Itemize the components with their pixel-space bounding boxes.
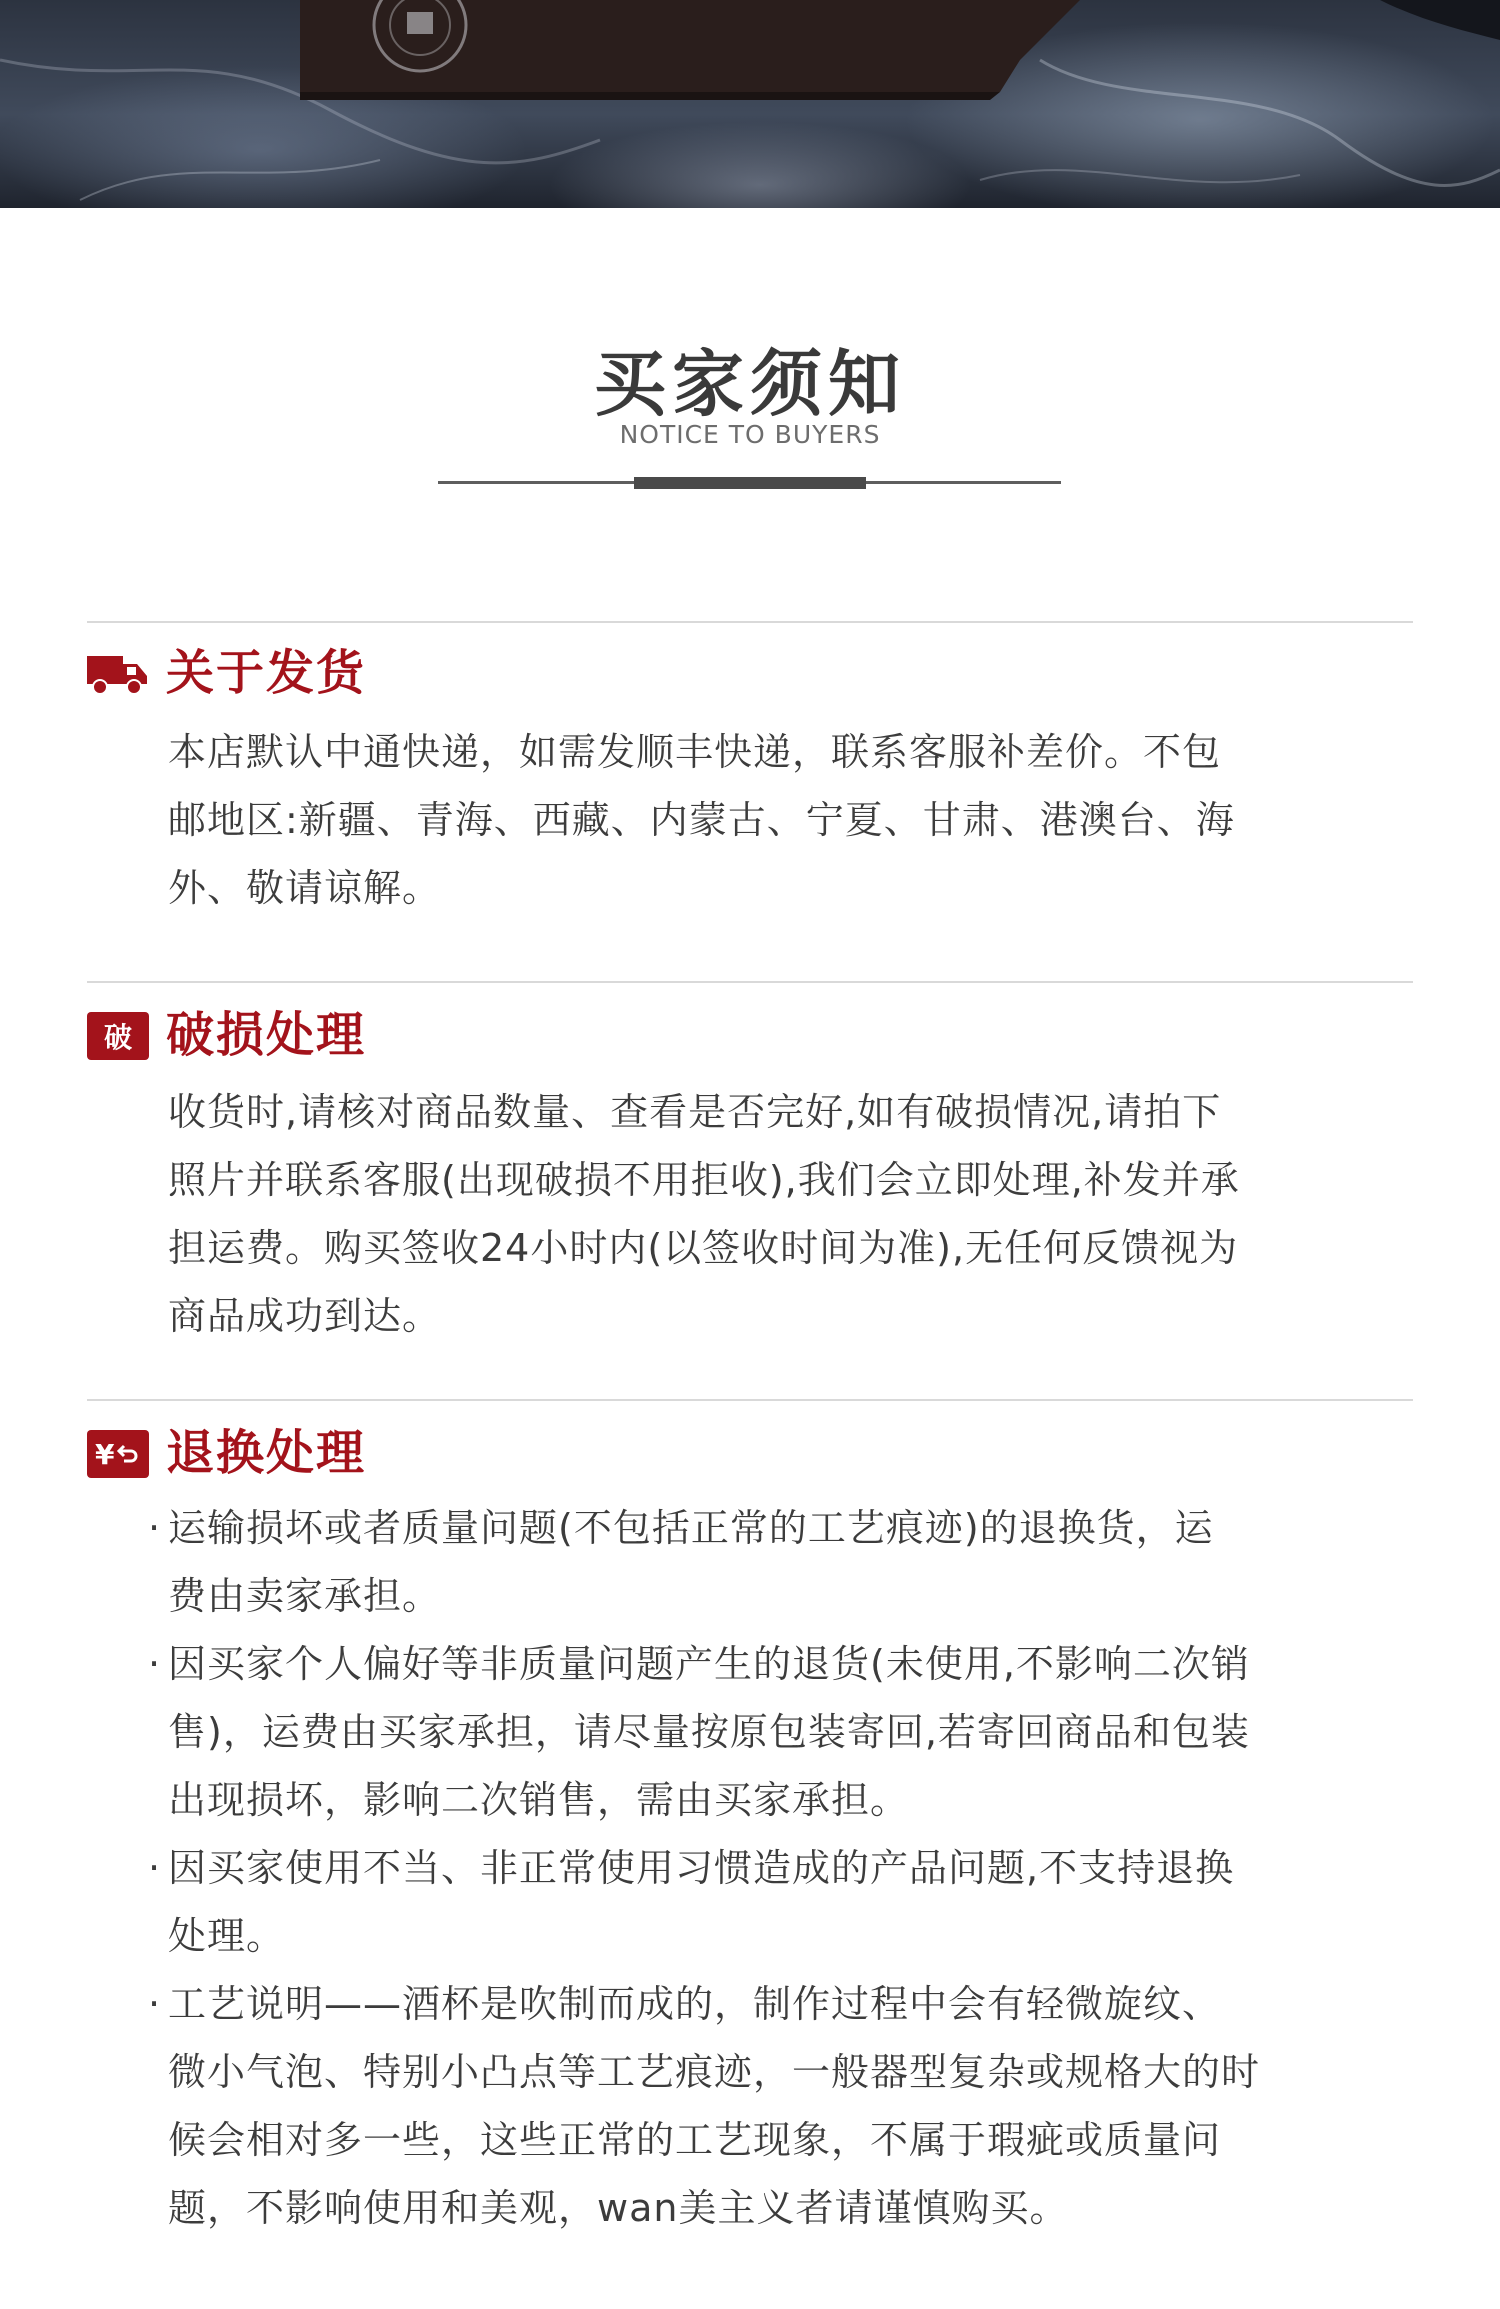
text-line: 题，不影响使用和美观，wan美主义者请谨慎购买。 (168, 2186, 1069, 2230)
text-line: 出现损坏，影响二次销售，需由买家承担。 (168, 1778, 910, 1822)
text-line: 候会相对多一些，这些正常的工艺现象，不属于瑕疵或质量问 (168, 2118, 1222, 2162)
bullet-dot: · (148, 1982, 162, 2026)
section-divider (87, 981, 1413, 983)
list-item (148, 1630, 1432, 1834)
bullet-dot: · (148, 1642, 162, 1686)
text-line: 照片并联系客服(出现破损不用拒收),我们会立即处理,补发并承 (168, 1158, 1240, 1202)
section-divider (87, 1399, 1413, 1401)
yen-symbol: ¥ (95, 1437, 115, 1471)
broken-badge-icon (87, 1012, 149, 1060)
text-line: 本店默认中通快递，如需发顺丰快递，联系客服补差价。不包 (168, 730, 1222, 774)
section-text-shipping (168, 718, 1428, 922)
text-line: 邮地区:新疆、青海、西藏、内蒙古、宁夏、甘肃、港澳台、海 (168, 798, 1235, 842)
text-line: 售)，运费由买家承担，请尽量按原包装寄回,若寄回商品和包装 (168, 1710, 1250, 1754)
list-item (148, 1494, 1432, 1630)
page-title: 买家须知 (593, 342, 906, 426)
list-item (148, 1970, 1432, 2242)
text-line: 处理。 (168, 1914, 286, 1958)
bullet-dot: · (148, 1846, 162, 1890)
hero-banner-image (0, 0, 1500, 208)
section-title-returns: 退换处理 (166, 1425, 367, 1481)
text-line: 收货时,请核对商品数量、查看是否完好,如有破损情况,请拍下 (168, 1090, 1222, 1134)
page-subtitle: NOTICE TO BUYERS (619, 420, 881, 449)
text-line: 因买家使用不当、非正常使用习惯造成的产品问题,不支持退换 (168, 1846, 1235, 1890)
truck-icon (87, 650, 149, 698)
text-line: 运输损坏或者质量问题(不包括正常的工艺痕迹)的退换货，运 (168, 1506, 1214, 1550)
section-title-damage: 破损处理 (166, 1007, 367, 1063)
section-divider (87, 621, 1413, 623)
text-line: 商品成功到达。 (168, 1294, 442, 1338)
text-line: 担运费。购买签收24小时内(以签收时间为准),无任何反馈视为 (168, 1226, 1239, 1270)
yen-return-icon (87, 1430, 149, 1478)
text-line: 微小气泡、特别小凸点等工艺痕迹，一般器型复杂或规格大的时 (168, 2050, 1261, 2094)
section-text-damage (168, 1078, 1428, 1350)
return-arrow-icon (116, 1443, 138, 1465)
broken-badge-label: 破 (87, 1012, 149, 1060)
list-item (148, 1834, 1432, 1970)
bullet-dot: · (148, 1506, 162, 1550)
marble-board-photo (0, 0, 1500, 208)
text-line: 外、敬请谅解。 (168, 866, 442, 910)
text-line: 工艺说明——酒杯是吹制而成的，制作过程中会有轻微旋纹、 (168, 1982, 1222, 2026)
text-line: 因买家个人偏好等非质量问题产生的退货(未使用,不影响二次销 (168, 1642, 1250, 1686)
text-line: 费由卖家承担。 (168, 1574, 442, 1618)
title-divider-accent (634, 477, 866, 489)
section-title-shipping: 关于发货 (166, 645, 367, 701)
